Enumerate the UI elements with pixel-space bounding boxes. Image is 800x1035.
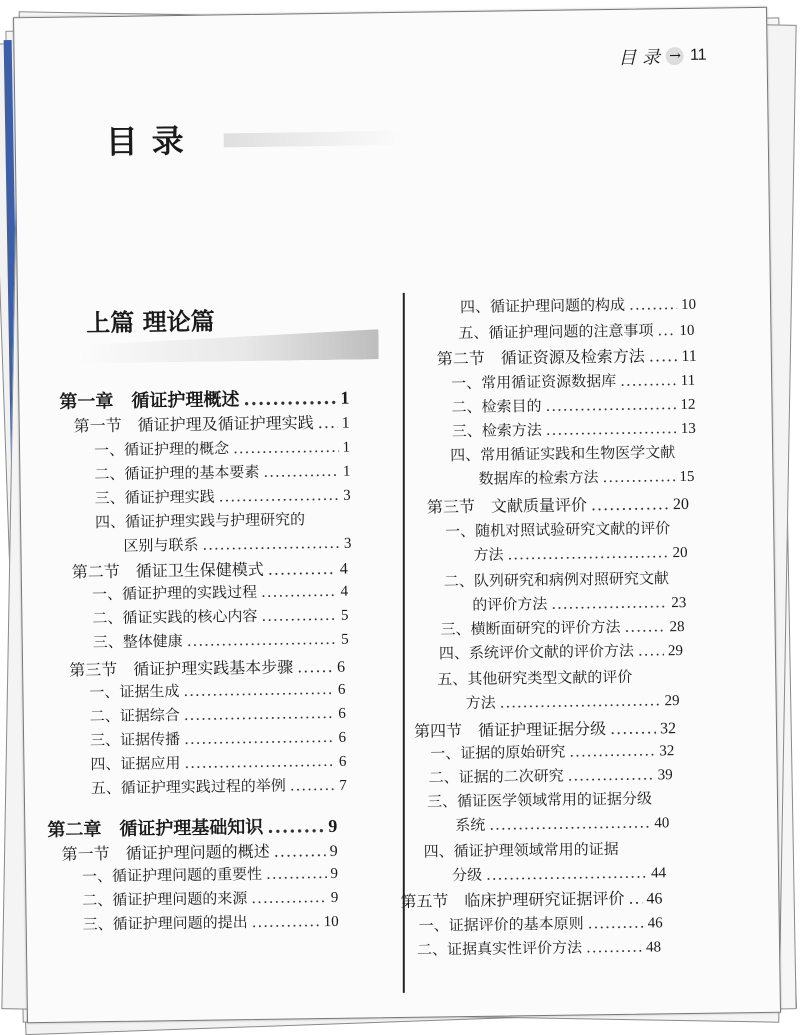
toc-entry-label: 一、循证护理的概念	[93, 439, 230, 460]
toc-entry-label: 二、检索目的	[451, 396, 542, 417]
toc-entry-label: 一、证据的原始研究	[430, 742, 566, 763]
part-title: 上篇 理论篇	[86, 306, 215, 338]
toc-item-entry	[89, 678, 345, 703]
toc-item-entry	[458, 319, 694, 343]
toc-item-entry	[95, 508, 351, 533]
toc-leader-dots	[545, 395, 676, 415]
toc-entry-page: 11	[681, 347, 697, 366]
toc-item-entry	[445, 517, 689, 541]
toc-entry-page: 10	[323, 913, 339, 931]
toc-leader-dots	[591, 494, 669, 514]
toc-item-entry	[95, 484, 351, 509]
toc-entry-label: 第一章 循证护理概述	[59, 389, 240, 413]
toc-entry-page: 29	[664, 693, 680, 710]
toc-item-entry	[424, 837, 668, 861]
toc-leader-dots	[569, 741, 655, 760]
toc-entry-label: 一、循证护理问题的重要性	[81, 864, 263, 886]
toc-entry-label: 三、循证护理问题的提出	[82, 913, 248, 934]
toc-entry-page: 40	[654, 815, 670, 832]
toc-item-entry	[92, 580, 348, 605]
toc-entry-label: 四、循证护理领域常用的证据	[423, 839, 619, 861]
toc-entry-page: 13	[680, 420, 696, 438]
toc-entry-label: 第二章 循证护理基础知识	[47, 816, 264, 841]
toc-item-entry	[94, 460, 350, 485]
toc-item-entry	[427, 787, 671, 811]
toc-entry-label: 系统	[455, 815, 486, 835]
toc-entry-label: 五、其他研究类型文献的评价	[437, 667, 633, 689]
toc-entry-label: 方法	[473, 545, 504, 564]
toc-entry-label: 第五节 临床护理研究证据评价	[400, 888, 625, 911]
toc-entry-label: 区别与联系	[123, 535, 199, 555]
toc-item-entry	[440, 615, 684, 639]
page-title: 目录	[105, 121, 199, 162]
toc-leader-dots	[268, 559, 336, 579]
toc-leader-dots	[243, 388, 336, 410]
title-decoration	[224, 131, 404, 148]
toc-entry-label: 第一节 循证护理及循证护理实践	[73, 413, 314, 436]
toc-entry-page: 46	[647, 915, 663, 932]
toc-entry-page: 28	[669, 618, 685, 636]
toc-item-entry	[90, 750, 346, 775]
toc-section-entry	[414, 715, 676, 742]
toc-entry-page: 15	[679, 468, 695, 486]
toc-leader-dots	[252, 912, 320, 931]
toc-entry-label: 四、常用循证实践和生物医学文献	[450, 443, 676, 465]
toc-entry-label: 第一节 循证护理问题的概述	[61, 841, 270, 864]
toc-entry-page: 5	[341, 631, 349, 648]
toc-item-entry	[82, 886, 338, 911]
toc-leader-dots	[251, 888, 327, 907]
toc-entry-label: 一、常用循证资源数据库	[451, 371, 617, 393]
toc-leader-dots	[219, 486, 340, 506]
toc-entry-page: 6	[338, 753, 347, 770]
toc-entry-label: 的评价方法	[472, 594, 548, 614]
toc-leader-dots	[588, 914, 644, 933]
toc-entry-page: 1	[342, 463, 351, 480]
toc-leader-dots	[568, 765, 654, 784]
toc-leader-dots	[184, 728, 335, 748]
toc-item-entry	[91, 774, 347, 799]
toc-leader-dots	[233, 438, 339, 457]
toc-leader-dots	[649, 346, 678, 365]
toc-section-entry	[427, 491, 689, 518]
toc-entry-label: 四、循证护理问题的构成	[459, 295, 626, 317]
toc-section-entry	[437, 343, 697, 370]
toc-entry-page: 12	[680, 396, 696, 414]
toc-entry-page: 6	[337, 658, 346, 676]
toc-entry-page: 46	[646, 890, 663, 908]
toc-item-entry	[417, 935, 661, 959]
toc-entry-label: 三、循证护理实践	[94, 487, 215, 508]
toc-entry-label: 二、队列研究和病例对照研究文献	[443, 569, 670, 591]
toc-item-entry	[439, 639, 683, 663]
toc-section-entry	[400, 885, 662, 912]
toc-entry-page: 20	[672, 495, 689, 514]
toc-leader-dots	[261, 582, 337, 601]
toc-entry-label: 第三节 循证护理实践基本步骤	[69, 657, 294, 680]
toc-entry-label: 第三节 文献质量评价	[426, 495, 588, 517]
toc-entry-label: 四、系统评价文献的评价方法	[438, 641, 635, 663]
toc-entry-page: 23	[671, 594, 687, 612]
toc-entry-page: 10	[679, 322, 695, 340]
toc-section-entry	[72, 556, 348, 583]
toc-item-entry	[472, 591, 686, 615]
toc-entry-label: 一、循证护理的实践过程	[91, 582, 258, 604]
toc-entry-label: 一、证据生成	[89, 682, 180, 702]
arrow-icon: →	[666, 47, 684, 65]
toc-item-entry	[82, 862, 338, 887]
toc-entry-label: 五、循证护理问题的注意事项	[458, 321, 654, 343]
toc-entry-label: 第二节 循证卫生保健模式	[71, 559, 264, 582]
toc-leader-dots	[187, 630, 338, 650]
running-head	[618, 43, 707, 70]
toc-page	[13, 7, 781, 1023]
toc-item-entry	[83, 910, 339, 935]
toc-item-entry	[451, 393, 695, 417]
toc-entry-page: 6	[337, 681, 346, 698]
toc-leader-dots	[266, 864, 327, 883]
toc-item-entry	[94, 436, 350, 461]
toc-entry-page: 3	[343, 487, 351, 504]
toc-section-entry	[74, 410, 350, 437]
toc-leader-dots	[628, 889, 642, 908]
toc-item-entry	[460, 293, 696, 317]
toc-item-entry	[92, 604, 348, 629]
toc-entry-page: 48	[645, 939, 662, 956]
toc-entry-page: 9	[330, 889, 339, 906]
toc-leader-dots	[624, 617, 665, 636]
page-number: 11	[689, 46, 707, 64]
toc-leader-dots	[318, 413, 338, 432]
toc-entry-page: 32	[659, 720, 677, 738]
toc-entry-page: 9	[330, 865, 339, 882]
toc-chapter-entry	[47, 812, 337, 842]
toc-item-entry	[430, 739, 674, 763]
toc-entry-page: 20	[672, 544, 688, 562]
toc-item-entry	[451, 369, 695, 393]
toc-item-entry	[452, 417, 696, 441]
toc-section-entry	[69, 654, 345, 681]
toc-item-entry	[465, 689, 679, 713]
toc-leader-dots	[500, 691, 661, 711]
toc-item-entry	[419, 911, 663, 935]
toc-leader-dots	[184, 752, 335, 772]
toc-entry-page: 7	[339, 777, 347, 794]
toc-entry-page: 39	[657, 767, 673, 784]
toc-item-entry	[429, 763, 673, 787]
toc-entry-label: 二、证据的二次研究	[428, 766, 564, 787]
toc-leader-dots	[551, 593, 667, 613]
toc-leader-dots	[274, 841, 326, 861]
toc-leader-dots	[602, 467, 675, 486]
toc-entry-label: 第二节 循证资源及检索方法	[436, 346, 645, 369]
toc-right-column	[384, 293, 714, 959]
toc-item-entry	[444, 567, 688, 591]
running-head-label: 目 录	[618, 47, 661, 69]
toc-leader-dots	[297, 657, 333, 677]
toc-entry-label: 二、证据综合	[89, 706, 180, 726]
toc-entry-page: 1	[342, 439, 351, 456]
toc-entry-label: 一、证据评价的基本原则	[418, 914, 584, 935]
toc-leader-dots	[183, 680, 334, 700]
toc-item-entry	[90, 702, 346, 727]
toc-leader-dots	[657, 321, 675, 339]
toc-entry-page: 1	[341, 414, 350, 432]
toc-item-entry	[90, 726, 346, 751]
toc-entry-label: 三、循证医学领域常用的证据分级	[426, 789, 653, 811]
toc-entry-page: 6	[338, 705, 346, 722]
toc-leader-dots	[546, 419, 677, 439]
toc-entry-page: 11	[680, 372, 696, 390]
toc-entry-label: 二、循证护理的基本要素	[94, 462, 260, 484]
toc-entry-label: 二、证据真实性评价方法	[416, 938, 583, 959]
toc-leader-dots	[586, 938, 642, 957]
toc-leader-dots	[489, 813, 650, 833]
toc-entry-page: 1	[340, 387, 350, 408]
toc-entry-page: 6	[338, 729, 347, 746]
toc-entry-page: 44	[650, 865, 667, 882]
toc-entry-label: 第四节 循证护理证据分级	[413, 719, 607, 741]
toc-leader-dots	[610, 718, 656, 738]
toc-entry-page: 4	[340, 583, 349, 600]
toc-entry-page: 9	[329, 842, 338, 860]
toc-entry-page: 4	[339, 560, 348, 578]
toc-entry-page: 3	[343, 535, 352, 552]
toc-section-entry	[62, 838, 338, 865]
toc-entry-page: 10	[680, 296, 697, 314]
toc-leader-dots	[267, 816, 324, 838]
toc-item-entry	[93, 628, 349, 653]
toc-item-entry	[450, 441, 694, 465]
toc-item-entry	[452, 861, 666, 885]
toc-entry-label: 四、循证护理实践与护理研究的	[94, 510, 306, 532]
toc-leader-dots	[638, 641, 664, 659]
toc-entry-label: 数据库的检索方法	[478, 468, 599, 488]
toc-leader-dots	[629, 295, 677, 314]
toc-entry-label: 分级	[451, 865, 483, 885]
toc-leader-dots	[620, 371, 677, 390]
toc-item-entry	[478, 465, 694, 489]
toc-entry-label: 二、循证护理问题的来源	[82, 889, 248, 910]
toc-leader-dots	[202, 534, 340, 554]
toc-entry-label: 三、整体健康	[92, 632, 183, 652]
toc-leader-dots	[184, 704, 335, 724]
toc-entry-page: 32	[659, 743, 675, 760]
toc-entry-label: 五、循证护理实践过程的举例	[90, 776, 286, 798]
toc-leader-dots	[290, 776, 336, 795]
toc-entry-page: 29	[667, 643, 684, 660]
toc-entry-label: 一、随机对照试验研究文献的评价	[445, 519, 671, 541]
toc-entry-label: 三、检索方法	[451, 420, 542, 441]
toc-leader-dots	[486, 864, 647, 884]
toc-item-entry	[123, 532, 351, 556]
toc-left-column	[47, 383, 379, 934]
toc-item-entry	[437, 665, 681, 689]
toc-entry-page: 9	[328, 815, 338, 836]
toc-entry-label: 三、横断面研究的评价方法	[440, 617, 621, 639]
toc-entry-label: 方法	[465, 693, 496, 713]
toc-entry-label: 二、循证实践的核心内容	[92, 606, 258, 628]
toc-entry-label: 三、证据传播	[89, 730, 181, 750]
toc-entry-label: 四、证据应用	[90, 754, 181, 774]
toc-chapter-entry	[59, 384, 349, 414]
toc-leader-dots	[263, 462, 339, 481]
column-divider	[403, 293, 405, 993]
toc-item-entry	[455, 811, 669, 835]
toc-item-entry	[473, 541, 687, 565]
toc-leader-dots	[507, 543, 668, 563]
toc-leader-dots	[261, 606, 337, 625]
toc-entry-page: 5	[340, 607, 349, 624]
